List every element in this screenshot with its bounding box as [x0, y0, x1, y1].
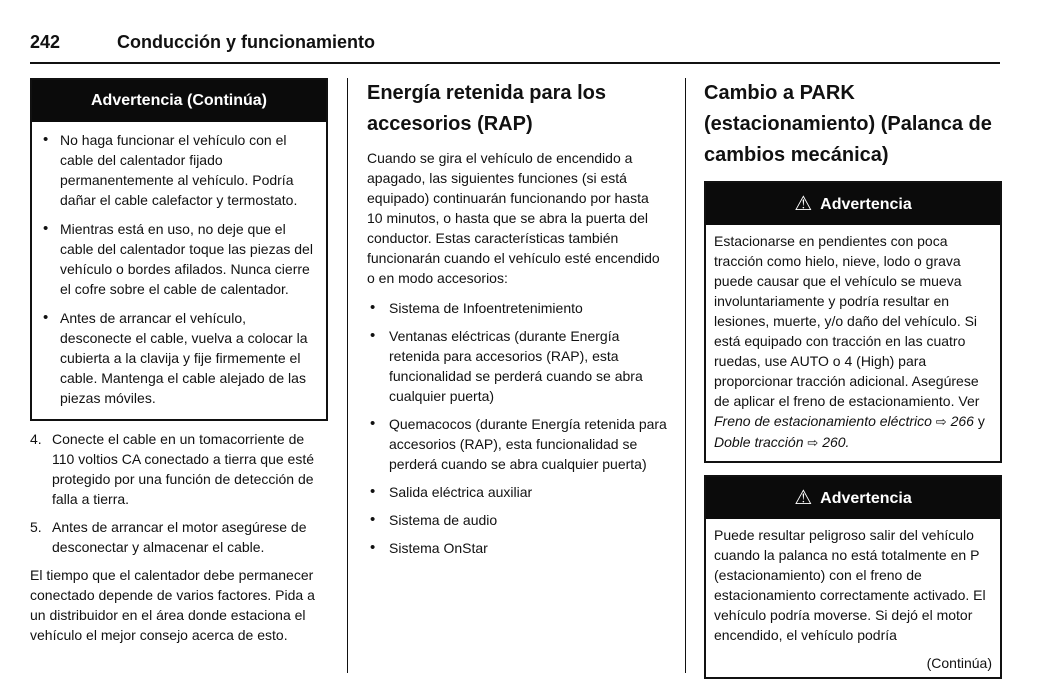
rap-list-item: • Sistema OnStar — [367, 538, 667, 558]
section-title: Conducción y funcionamiento — [117, 32, 376, 52]
page-header — [30, 30, 1000, 64]
rap-list-item: • Ventanas eléctricas (durante Energía retenida para accesorios (RAP), esta funcionalidad se perderá cuando se abra cualquier puerta) — [367, 326, 667, 406]
warning-box — [704, 475, 1002, 679]
rap-list — [367, 298, 667, 558]
rap-list-item: • Sistema de Infoentretenimiento — [367, 298, 667, 318]
continued-label: (Continúa) — [926, 655, 992, 671]
warning-bullet-list — [40, 130, 318, 408]
reference-and: y — [977, 413, 985, 429]
column-middle — [367, 78, 667, 566]
warning-bullet: • Antes de arrancar el vehículo, desconecte el cable, vuelva a colocar la cubierta a la clavija y fije firmemente el cable. Mantenga el cable alejado de las piezas móviles. — [40, 308, 318, 408]
reference-link[interactable]: Doble tracción — [714, 434, 804, 450]
warning-header — [706, 183, 1000, 225]
warning-continued-title: Advertencia (Continúa) — [32, 80, 326, 122]
reference-page[interactable]: 260. — [822, 434, 850, 450]
warning-triangle-icon: ⚠ — [794, 193, 813, 215]
warning-box — [704, 181, 1002, 463]
page-reference-icon: ⇨ — [935, 414, 947, 429]
warning-bullet: • No haga funcionar el vehículo con el cable del calentador fijado permanentemente al vehículo. Podría dañar el cable calefactor y termostato. — [40, 130, 318, 210]
rap-list-item: • Quemacocos (durante Energía retenida para accesorios (RAP), esta funcionalidad se perderá cuando se abra cualquier puerta) — [367, 414, 667, 474]
column-divider — [347, 78, 348, 673]
warning-title: Advertencia — [820, 196, 912, 213]
column-left — [30, 78, 328, 645]
step-number: 5. — [30, 519, 42, 535]
reference-link[interactable]: Freno de estacionamiento eléctrico — [714, 413, 932, 429]
warning-header — [706, 477, 1000, 519]
park-heading: Cambio a PARK (estacionamiento) (Palanca de cambios mecánica) — [704, 82, 992, 166]
reference-page[interactable]: 266 — [950, 413, 974, 429]
rap-list-item: • Salida eléctrica auxiliar — [367, 482, 667, 502]
warning-text: Puede resultar peligroso salir del vehículo cuando la palanca no está totalmente en P (estacionamiento) con el freno de estacionamiento correctamente activado. El vehículo podría moverse. Si dejó el motor encendido, el vehículo podría — [714, 527, 986, 643]
warning-title: Advertencia — [820, 490, 912, 507]
step-list — [30, 429, 328, 557]
heater-paragraph: El tiempo que el calentador debe permanecer conectado depende de varios factores. Pida a un distribuidor en el área donde estaciona el vehículo el mejor consejo acerca de esto. — [30, 567, 315, 643]
warning-continued-box — [30, 78, 328, 421]
step-text: Antes de arrancar el motor asegúrese de desconectar y almacenar el cable. — [52, 519, 307, 555]
rap-list-item: • Sistema de audio — [367, 510, 667, 530]
step-text: Conecte el cable en un tomacorriente de 110 voltios CA conectado a tierra que esté protegido por una función de detección de falla a tierra. — [52, 431, 315, 507]
page-number: 242 — [30, 32, 61, 52]
warning-text: Estacionarse en pendientes con poca tracción como hielo, nieve, lodo o grava puede causar que el vehículo se mueva involuntariamente y podría resultar en lesiones, muerte, y/o daño del vehículo. Si está equipado con tracción en las cuatro ruedas, use AUTO o 4 (High) para proporcionar tracción adicional. Asegúrese de aplicar el freno de estacionamiento. — [714, 233, 979, 409]
warning-triangle-icon: ⚠ — [794, 487, 813, 509]
column-divider — [685, 78, 686, 673]
reference-prefix: Ver — [958, 393, 980, 409]
page-reference-icon: ⇨ — [807, 435, 819, 450]
step-item — [30, 429, 328, 509]
warning-bullet: • Mientras está en uso, no deje que el cable del calentador toque las piezas del vehículo o bordes afilados. Nunca cierre el cofre sobre el cable de calentador. — [40, 219, 318, 299]
step-number: 4. — [30, 431, 42, 447]
column-right — [704, 78, 1002, 679]
step-item — [30, 517, 328, 557]
rap-heading: Energía retenida para los accesorios (RAP) — [367, 82, 606, 135]
rap-intro: Cuando se gira el vehículo de encendido a apagado, las siguientes funciones (si está equipado) continuarán funcionando por hasta 10 minutos, o hasta que se abra la puerta del conductor. Estas características también funcionarán cuando el vehículo esté encendido o en modo accesorios: — [367, 150, 660, 286]
